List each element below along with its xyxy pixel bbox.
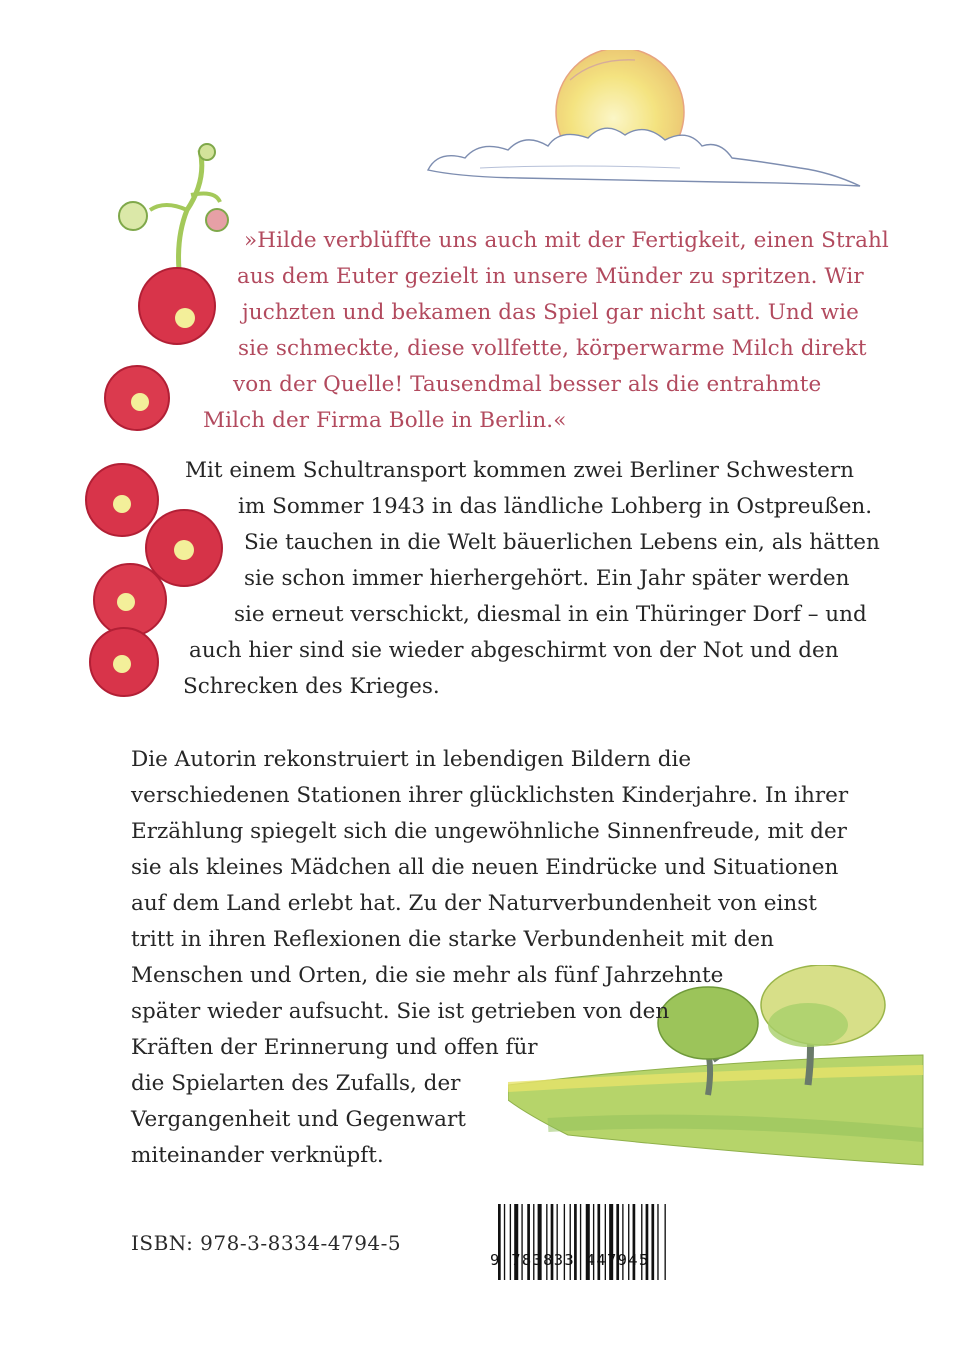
text-line: Vergangenheit und Gegenwart	[131, 1107, 466, 1132]
flower-icon	[146, 510, 222, 586]
text-line: Kräften der Erinnerung und offen für	[131, 1035, 538, 1060]
text-line: verschiedenen Stationen ihrer glücklichsten Kinderjahre. In ihrer	[131, 783, 849, 808]
quote-line: »Hilde verblüffte uns auch mit der Fertigkeit, einen Strahl	[244, 228, 889, 253]
flower-icon	[90, 628, 158, 696]
text-line: im Sommer 1943 in das ländliche Lohberg in Ostpreußen.	[238, 494, 873, 519]
text-line: auf dem Land erlebt hat. Zu der Naturverbundenheit von einst	[131, 891, 817, 916]
text-line: tritt in ihren Reflexionen die starke Verbundenheit mit den	[131, 927, 774, 952]
quote-line: juchzten und bekamen das Spiel gar nicht satt. Und wie	[242, 300, 859, 325]
text-line: die Spielarten des Zufalls, der	[131, 1071, 461, 1096]
text-line: sie erneut verschickt, diesmal in ein Thüringer Dorf – und	[234, 602, 867, 627]
text-line: Die Autorin rekonstruiert in lebendigen Bildern die	[131, 747, 692, 772]
text-line: sie als kleines Mädchen all die neuen Eindrücke und Situationen	[131, 855, 839, 880]
text-line: auch hier sind sie wieder abgeschirmt von der Not und den	[189, 638, 839, 663]
text-line: Sie tauchen in die Welt bäuerlichen Lebens ein, als hätten	[244, 530, 880, 555]
text-line: später wieder aufsucht. Sie ist getrieben von den	[131, 999, 670, 1024]
flower-bud-icon	[199, 144, 215, 160]
flower-bud-icon	[119, 202, 147, 230]
hollyhock-illustration-lower	[82, 460, 232, 710]
flower-icon	[94, 564, 166, 636]
text-line: Menschen und Orten, die sie mehr als fünf Jahrzehnte	[131, 963, 724, 988]
landscape-illustration	[508, 965, 928, 1170]
text-line: miteinander verknüpft.	[131, 1143, 384, 1168]
quote-line: sie schmeckte, diese vollfette, körperwarme Milch direkt	[238, 336, 867, 361]
text-line: sie schon immer hierhergehört. Ein Jahr später werden	[244, 566, 850, 591]
text-line: Schrecken des Krieges.	[183, 674, 440, 699]
sun-cloud-illustration	[420, 50, 870, 200]
flower-icon	[105, 366, 169, 430]
quote-line: von der Quelle! Tausendmal besser als die entrahmte	[233, 372, 822, 397]
barcode-digits: 9 783833 447945	[490, 1251, 650, 1269]
quote-line: Milch der Firma Bolle in Berlin.«	[203, 408, 567, 433]
hollyhock-illustration	[95, 140, 235, 440]
isbn-label: ISBN: 978-3-8334-4794-5	[131, 1231, 402, 1255]
flower-icon	[86, 464, 158, 536]
quote-line: aus dem Euter gezielt in unsere Münder zu spritzen. Wir	[237, 264, 864, 289]
text-line: Mit einem Schultransport kommen zwei Berliner Schwestern	[185, 458, 854, 483]
cloud-icon	[428, 128, 860, 186]
flower-bud-icon	[206, 209, 228, 231]
text-line: Erzählung spiegelt sich die ungewöhnliche Sinnenfreude, mit der	[131, 819, 847, 844]
flower-icon	[139, 268, 215, 344]
